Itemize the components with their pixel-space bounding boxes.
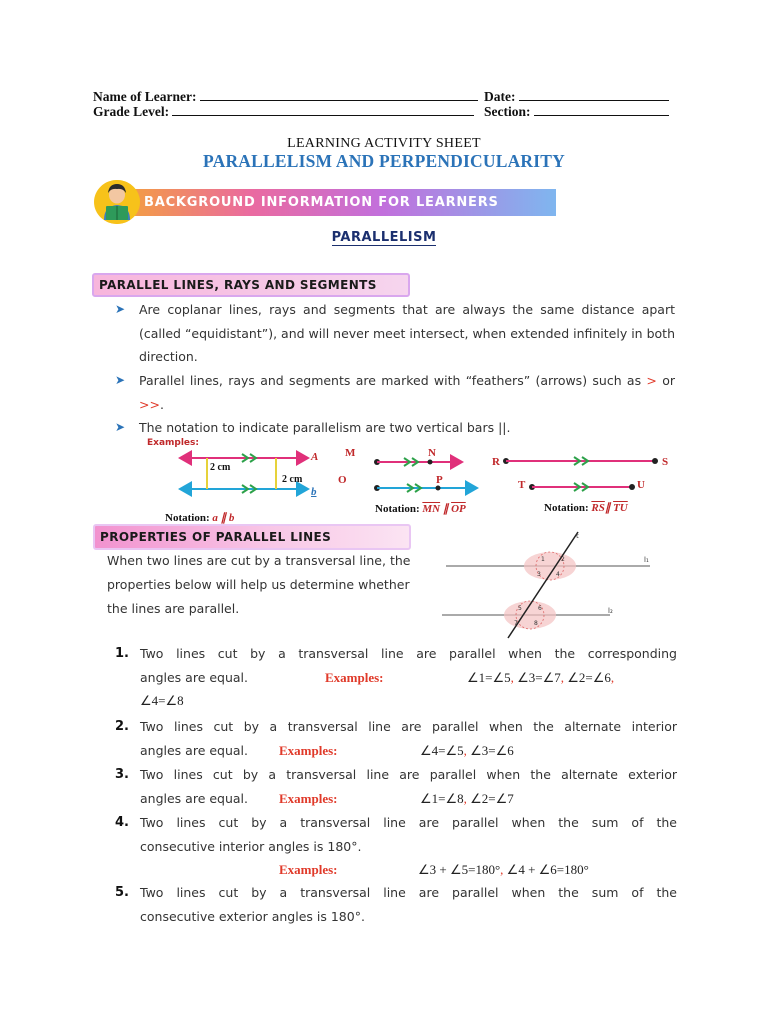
- property-5: 5. Two lines cut by a transversal line are parallel when the sum of the consecutive exterior angles is 180°.: [115, 885, 677, 924]
- point-M: M: [345, 447, 356, 459]
- intro-paragraph: When two lines are cut by a transversal line, the properties below will help us determine whether the lines are parallel.: [107, 553, 411, 616]
- feather-single: >: [646, 373, 657, 388]
- section-heading: PARALLELISM: [331, 230, 437, 245]
- date-field[interactable]: [484, 89, 669, 105]
- notation-rays: Notation: $\overline{MN}$ ∥ $\overline{OP}$: [375, 503, 466, 515]
- property-3: 3. Two lines cut by a transversal line are parallel when the alternate exterior angles are equal. Examples: ∠1=∠8, ∠2=∠7: [115, 763, 677, 810]
- date-label: Date:: [484, 89, 516, 104]
- examples-label: Examples:: [325, 669, 384, 685]
- point-R: R: [492, 456, 500, 468]
- learner-name-label: Name of Learner:: [93, 89, 197, 104]
- point-U: U: [637, 479, 645, 491]
- line-label-b: b: [311, 486, 317, 498]
- notation-lines: Notation: a ∥ b: [165, 512, 235, 524]
- angle-equation: ∠3 + ∠5=180°, ∠4 + ∠6=180°: [418, 862, 589, 877]
- angle-equation: ∠4=∠8: [140, 693, 184, 708]
- examples-label: Examples:: [279, 790, 338, 806]
- sheet-title: LEARNING ACTIVITY SHEET: [287, 136, 481, 151]
- learner-name-line[interactable]: [200, 89, 478, 101]
- angle-equation: ∠1=∠8, ∠2=∠7: [420, 790, 514, 806]
- grade-level-field[interactable]: [93, 104, 474, 120]
- line-label-A: A: [311, 451, 319, 463]
- background-banner: BACKGROUND INFORMATION FOR LEARNERS: [120, 189, 556, 216]
- property-2: 2. Two lines cut by a transversal line are parallel when the alternate interior angles are equal. Examples: ∠4=∠5, ∠3=∠6: [115, 715, 677, 762]
- grade-level-line[interactable]: [172, 104, 474, 116]
- property-4: 4. Two lines cut by a transversal line are parallel when the sum of the consecutive interior angles is 180°. Examples: ∠3 + ∠5=180°, ∠4 + ∠6=180°: [115, 811, 677, 882]
- sheet-subject: PARALLELISM AND PERPENDICULARITY: [203, 151, 565, 171]
- reader-icon: [94, 180, 140, 224]
- property-1: 1. Two lines cut by a transversal line are parallel when the corresponding angles are equal. Examples: ∠1=∠5, ∠3=∠7, ∠2=∠6, ∠4=∠8: [115, 642, 677, 713]
- svg-text:1: 1: [541, 556, 545, 563]
- section-label: Section:: [484, 104, 531, 119]
- svg-text:3: 3: [537, 571, 541, 578]
- point-S: S: [662, 456, 669, 468]
- svg-text:5: 5: [518, 605, 522, 612]
- notation-segments: Notation: $\overline{RS}\parallel$ $\overline{TU}$: [544, 502, 628, 514]
- bullet-3: ➤ The notation to indicate parallelism are two vertical bars ||.: [115, 416, 675, 440]
- transversal-figure: [438, 528, 663, 640]
- arrow-bullet-icon: ➤: [115, 302, 126, 316]
- parallel-lines-heading: PARALLEL LINES, RAYS AND SEGMENTS: [92, 273, 410, 297]
- section-field[interactable]: [484, 104, 669, 120]
- grade-level-label: Grade Level:: [93, 104, 170, 119]
- fig-l1-label: l₁: [644, 556, 649, 564]
- arrow-bullet-icon: ➤: [115, 420, 126, 434]
- feather-double: >>: [139, 396, 160, 412]
- svg-text:7: 7: [514, 620, 518, 627]
- svg-text:2: 2: [561, 556, 565, 563]
- examples-label: Examples:: [147, 438, 199, 448]
- distance-label-2: 2 cm: [282, 474, 303, 485]
- svg-text:6: 6: [538, 605, 542, 612]
- parallel-segments-example: [503, 457, 658, 491]
- properties-heading: PROPERTIES OF PARALLEL LINES: [93, 524, 411, 550]
- learner-name-field[interactable]: [93, 89, 478, 105]
- point-P: P: [436, 474, 443, 486]
- parallel-rays-example: [374, 458, 477, 492]
- point-N: N: [428, 447, 436, 459]
- distance-label-1: 2 cm: [210, 462, 231, 473]
- bullet-2: ➤ Parallel lines, rays and segments are marked with “feathers” (arrows) such as > or >>.: [115, 369, 675, 416]
- arrow-bullet-icon: ➤: [115, 373, 126, 387]
- fig-l2-label: l₂: [608, 607, 613, 615]
- section-line[interactable]: [534, 104, 669, 116]
- examples-label: Examples:: [279, 862, 338, 877]
- svg-text:8: 8: [534, 620, 538, 627]
- examples-label: Examples:: [279, 742, 338, 758]
- fig-t-label: t: [576, 532, 579, 540]
- point-O: O: [338, 474, 347, 486]
- date-line[interactable]: [519, 89, 669, 101]
- bullet-1: ➤ Are coplanar lines, rays and segments that are always the same distance apart (called “equidistant”), and will never meet intersect, when extended infinitely in both direction.: [115, 298, 675, 369]
- angle-equation: ∠4=∠5, ∠3=∠6: [420, 742, 514, 758]
- angle-equation: ∠1=∠5, ∠3=∠7, ∠2=∠6,: [467, 669, 615, 685]
- svg-text:4: 4: [556, 571, 560, 578]
- point-T: T: [518, 479, 526, 491]
